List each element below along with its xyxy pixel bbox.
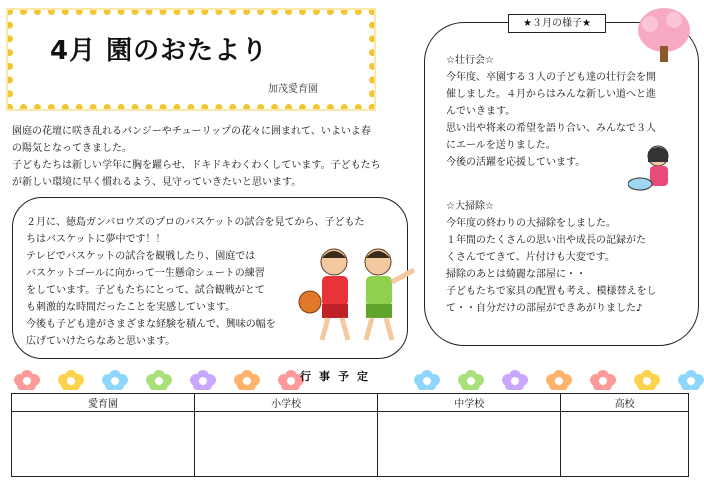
column-header: 愛育園 xyxy=(12,394,195,412)
column-header: 小学校 xyxy=(195,394,378,412)
march-tab: ★３月の様子★ xyxy=(508,14,606,33)
basketball-players-illustration xyxy=(292,240,422,352)
table-cell xyxy=(12,412,195,477)
cherry-tree-illustration xyxy=(636,6,692,64)
flower-row-right xyxy=(408,370,704,390)
section-line: 今後の活躍を応援しています。 xyxy=(446,157,586,168)
flower-icon xyxy=(584,370,622,390)
basketball-line: も刺激的な時間だったことを実感しています。 xyxy=(26,302,236,313)
flower-icon xyxy=(140,370,178,390)
basketball-line: ２月に、徳島ガンバロウズのプロのバスケットの試合を見てから、子どもた xyxy=(26,217,365,228)
section-line: 掃除のあとは綺麗な部屋に・・ xyxy=(446,269,586,280)
flower-icon xyxy=(496,370,534,390)
section-line: て・・自分だけの部屋ができあがりました♪ xyxy=(446,303,643,314)
basketball-text xyxy=(26,214,365,350)
table-cell xyxy=(195,412,378,477)
flower-icon xyxy=(452,370,490,390)
section-line: くさんでてきて、片付けも大変です。 xyxy=(446,252,615,263)
flower-icon xyxy=(184,370,222,390)
flower-icon xyxy=(8,370,46,390)
table-cell xyxy=(561,412,689,477)
basketball-line: バスケットゴールに向かって一生懸命シュートの練習 xyxy=(26,268,265,279)
flower-icon xyxy=(540,370,578,390)
cleaning-section xyxy=(446,198,691,317)
column-header: 高校 xyxy=(561,394,689,412)
flower-row-left xyxy=(8,370,310,390)
flower-icon xyxy=(228,370,266,390)
flower-icon xyxy=(672,370,704,390)
section-line: 催しました。４月からはみんな新しい道へと進 xyxy=(446,89,656,100)
intro-line: が新しい環境に早く慣れるよう、見守っていきたいと思います。 xyxy=(12,177,302,188)
intro-line: 子どもたちは新しい学年に胸を躍らせ、ドキドキわくわくしています。子どもたち xyxy=(12,160,381,171)
section-line: 思い出や将来の希望を語り合い、みんなで３人 xyxy=(446,123,656,134)
basketball-icon xyxy=(299,291,321,313)
page-title: 4月 園のおたより xyxy=(50,36,269,66)
intro-line: の陽気となってきました。 xyxy=(12,143,132,154)
section-line: 今年度の終わりの大掃除をしました。 xyxy=(446,218,616,229)
school-name: 加茂愛育園 xyxy=(268,84,318,95)
events-table xyxy=(11,393,689,477)
intro-paragraph xyxy=(12,123,407,191)
flower-icon xyxy=(628,370,666,390)
events-heading: 行事予定 xyxy=(300,370,376,383)
flower-icon xyxy=(408,370,446,390)
section-line: 今年度、卒園する３人の子ども達の壮行会を開 xyxy=(446,72,656,83)
basketball-line: テレビでバスケットの試合を観戦したり、園庭では xyxy=(26,251,256,262)
table-cell xyxy=(378,412,561,477)
section-line: にエールを送りました。 xyxy=(446,140,556,151)
basketball-line: 広げていけたらなあと思います。 xyxy=(26,336,176,347)
basketball-line: 今後も子ども達がさまざまな経験を積んで、興味の幅を xyxy=(26,319,276,330)
flower-icon xyxy=(96,370,134,390)
section-heading: ☆壮行会☆ xyxy=(446,55,494,66)
section-heading: ☆大掃除☆ xyxy=(446,201,494,212)
section-line: １年間のたくさんの思い出や成長の記録がた xyxy=(446,235,646,246)
section-line: 子どもたちで家具の配置も考え、模様替えをし xyxy=(446,286,657,297)
basketball-line: ちはバスケットに夢中です！！ xyxy=(26,234,166,245)
column-header: 中学校 xyxy=(378,394,561,412)
intro-line: 園庭の花壇に咲き乱れるパンジーやチューリップの花々に囲まれて、いよいよ春 xyxy=(12,126,371,137)
flower-icon xyxy=(52,370,90,390)
section-line: んでいきます。 xyxy=(446,106,516,117)
cleaning-girl-illustration xyxy=(628,142,684,196)
basketball-line: をしています。子どもたちにとって、試合観戦がとて xyxy=(26,285,265,296)
